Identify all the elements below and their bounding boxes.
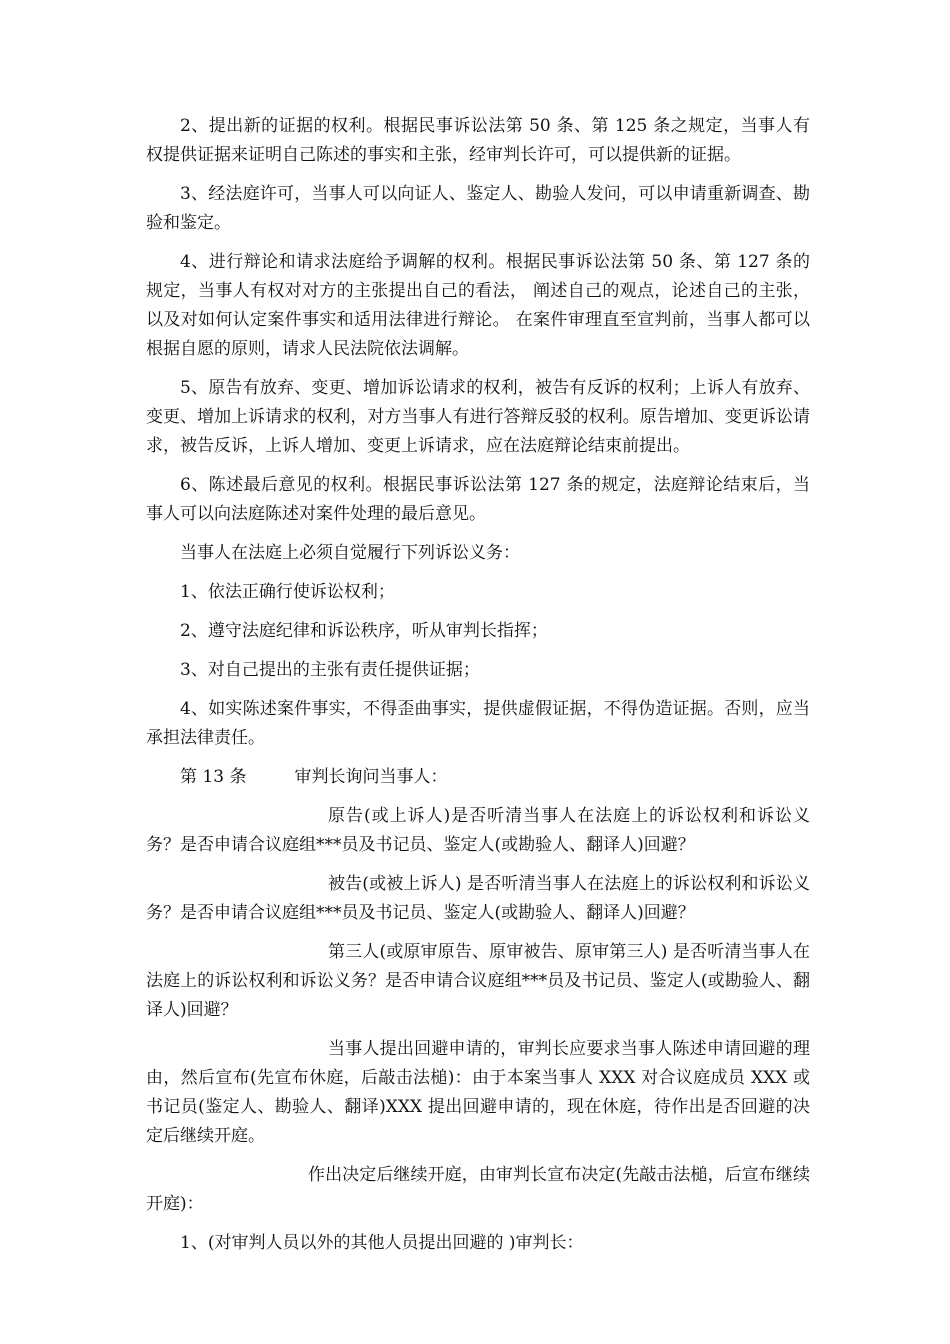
obligation-item-4: 4、如实陈述案件事实，不得歪曲事实，提供虚假证据，不得伪造证据。否则，应当承担法律责任。: [146, 699, 810, 748]
question-third-party: 第三人(或原审原告、原审被告、原审第三人) 是否听清当事人在法庭上的诉讼权利和诉讼义务？是否申请合议庭组***员及书记员、鉴定人(或勘验人、翻译人)回避？: [146, 942, 810, 1020]
question-plaintiff: 原告(或上诉人)是否听清当事人在法庭上的诉讼权利和诉讼义务？是否申请合议庭组***员及书记员、鉴定人(或勘验人、翻译人)回避？: [146, 806, 810, 855]
article-heading: [146, 763, 810, 792]
question-defendant: 被告(或被上诉人) 是否听清当事人在法庭上的诉讼权利和诉讼义务？是否申请合议庭组***员及书记员、鉴定人(或勘验人、翻译人)回避？: [146, 874, 810, 923]
paragraph-right-final-statement: 6、陈述最后意见的权利。根据民事诉讼法第 127 条的规定，法庭辩论结束后，当事人可以向法庭陈述对案件处理的最后意见。: [146, 475, 810, 524]
article-number: 第 13 条: [180, 767, 247, 787]
paragraph-right-debate-mediation: 4、进行辩论和请求法庭给予调解的权利。根据民事诉讼法第 50 条、第 127 条的规定，当事人有权对对方的主张提出自己的看法， 阐述自己的观点，论述自己的主张，以及对如何认定案件事实和适用法律进行辩论。 在案件审理直至宣判前，当事人都可以根据自愿的原则，请求人民法院依法调解。: [146, 252, 810, 359]
paragraph-right-change-claims: 5、原告有放弃、变更、增加诉讼请求的权利，被告有反诉的权利；上诉人有放弃、变更、增加上诉请求的权利，对方当事人有进行答辩反驳的权利。原告增加、变更诉讼请求，被告反诉，上诉人增加、变更上诉请求，应在法庭辩论结束前提出。: [146, 378, 810, 456]
article-title: 审判长询问当事人：: [294, 767, 448, 787]
paragraph-obligations-intro: 当事人在法庭上必须自觉履行下列诉讼义务：: [180, 543, 520, 563]
paragraph-right-new-evidence: 2、提出新的证据的权利。根据民事诉讼法第 50 条、第 125 条之规定，当事人有权提供证据来证明自己陈述的事实和主张，经审判长许可，可以提供新的证据。: [146, 116, 810, 165]
document-page: [146, 112, 810, 1268]
obligation-item-3: 3、对自己提出的主张有责任提供证据；: [180, 660, 480, 680]
paragraph-item-other-personnel: 1、(对审判人员以外的其他人员提出回避的 )审判长：: [180, 1233, 584, 1253]
paragraph-recusal-application: 当事人提出回避申请的，审判长应要求当事人陈述申请回避的理由，然后宣布(先宣布休庭，后敲击法槌)：由于本案当事人 XXX 对合议庭成员 XXX 或书记员(鉴定人、勘验人、翻译)XXX 提出回避申请的，现在休庭，待作出是否回避的决定后继续开庭。: [146, 1039, 810, 1146]
paragraph-decision-announcement: 作出决定后继续开庭，由审判长宣布决定(先敲击法槌，后宣布继续开庭)：: [146, 1165, 810, 1214]
paragraph-right-question-witness: 3、经法庭许可，当事人可以向证人、鉴定人、勘验人发问，可以申请重新调查、勘验和鉴定。: [146, 184, 810, 233]
obligation-item-1: 1、依法正确行使诉讼权利；: [180, 582, 395, 602]
obligation-item-2: 2、遵守法庭纪律和诉讼秩序，听从审判长指挥；: [180, 621, 548, 641]
